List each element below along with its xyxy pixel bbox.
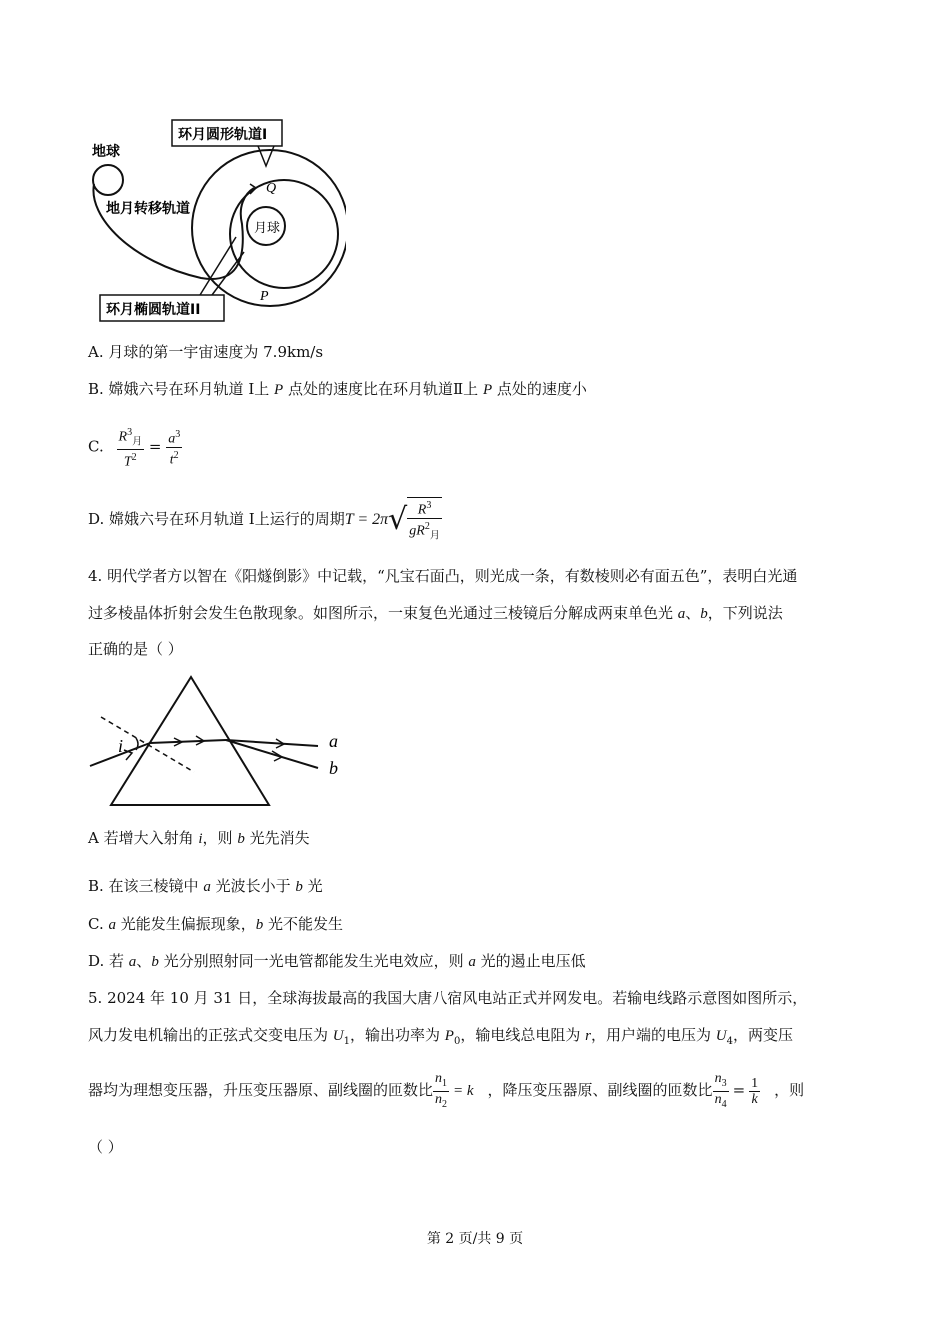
turns-ratio-step-up: $\frac{n_1}{n_2}$ [435, 1070, 448, 1110]
q5-answer-brackets: （ ） [88, 1138, 123, 1156]
transfer-orbit-label: 地月转移轨道 [106, 201, 190, 217]
q5-stem-line1: 5. 2024 年 10 月 31 日，全球海拔最高的我国大唐八宿风电站正式并网发电。若输电线路示意图如图所示， [88, 989, 808, 1007]
angle-arc [136, 738, 138, 750]
q3-option-d: D. 嫦娥六号在环月轨道 Ⅰ上运行的周期T = 2π√ $\frac{R^3}{gR^2_月}$ [88, 496, 442, 543]
formula-period: T = 2π [344, 511, 389, 528]
turns-ratio-step-down: $\frac{n_3}{n_4}$ [714, 1070, 727, 1110]
formula-c-rhs: $\frac{a^3}{t^2}$ [168, 429, 181, 468]
ray-a-label: a [329, 731, 338, 751]
prism-diagram [86, 672, 356, 810]
ray-b-label: b [329, 758, 338, 778]
circular-orbit-label: 环月圆形轨道I [178, 127, 268, 143]
q4-option-d: D. 若 a、b 光分别照射同一光电管都能发生光电效应，则 a 光的遏止电压低 [88, 952, 586, 970]
orbit-diagram [86, 112, 346, 327]
q4-stem-line2: 过多棱晶体折射会发生色散现象。如图所示，一束复色光通过三棱镜后分解成两束单色光 a、b，下列说法 [88, 604, 783, 622]
earth-circle [93, 165, 123, 195]
formula-c-lhs: $\frac{R^3_月}{T^2}$ [118, 427, 143, 471]
q4-option-a: A 若增大入射角 i，则 b 光先消失 [88, 829, 310, 847]
p-point-label: P [260, 289, 269, 304]
q-point-label: Q [266, 181, 277, 196]
q5-stem-line2: 风力发电机输出的正弦式交变电压为 $U_1$，输出功率为 $P_0$，输电线总电阻为 r，用户端的电压为 $U_4$，两变压 [88, 1026, 793, 1047]
moon-label: 月球 [254, 221, 281, 236]
q3-option-b: B. 嫦娥六号在环月轨道 Ⅰ上 P 点处的速度比在环月轨道Ⅱ上 P 点处的速度小 [88, 380, 587, 398]
refracted-ray [150, 740, 226, 743]
formula-d-fraction: $\frac{R^3}{gR^2_月}$ [407, 497, 442, 543]
sqrt-sign: √ [388, 502, 408, 537]
one-over-k: $\frac{1}{k}$ [751, 1075, 759, 1107]
q4-option-c: C. a 光能发生偏振现象，b 光不能发生 [88, 915, 344, 933]
q3-option-c: C. $\frac{R^3_月}{T^2}$ = $\frac{a^3}{t^2}$ [88, 427, 181, 471]
q4-stem-line1: 4. 明代学者方以智在《阳燧倒影》中记载，“凡宝石面凸，则光成一条，有数棱则必有面五色”，表明白光通 [88, 567, 798, 585]
earth-label: 地球 [92, 144, 120, 160]
q4-stem-line3: 正确的是（ ） [88, 640, 183, 658]
q3-option-a: A. 月球的第一宇宙速度为 7.9km/s [88, 343, 324, 361]
q4-option-b: B. 在该三棱镜中 a 光波长小于 b 光 [88, 877, 323, 895]
q5-stem-line3: 器均为理想变压器，升压变压器原、副线圈的匝数比 $\frac{n_1}{n_2}$ = k ，降压变压器原、副线圈的匝数比 $\frac{n_3}{n_4}$ = $\frac{1}{k}$ ，则 [88, 1070, 805, 1110]
page-footer: 第 2 页/共 9 页 [426, 1231, 524, 1247]
angle-i-label: i [118, 736, 124, 756]
elliptical-orbit-label: 环月椭圆轨道II [106, 302, 201, 318]
